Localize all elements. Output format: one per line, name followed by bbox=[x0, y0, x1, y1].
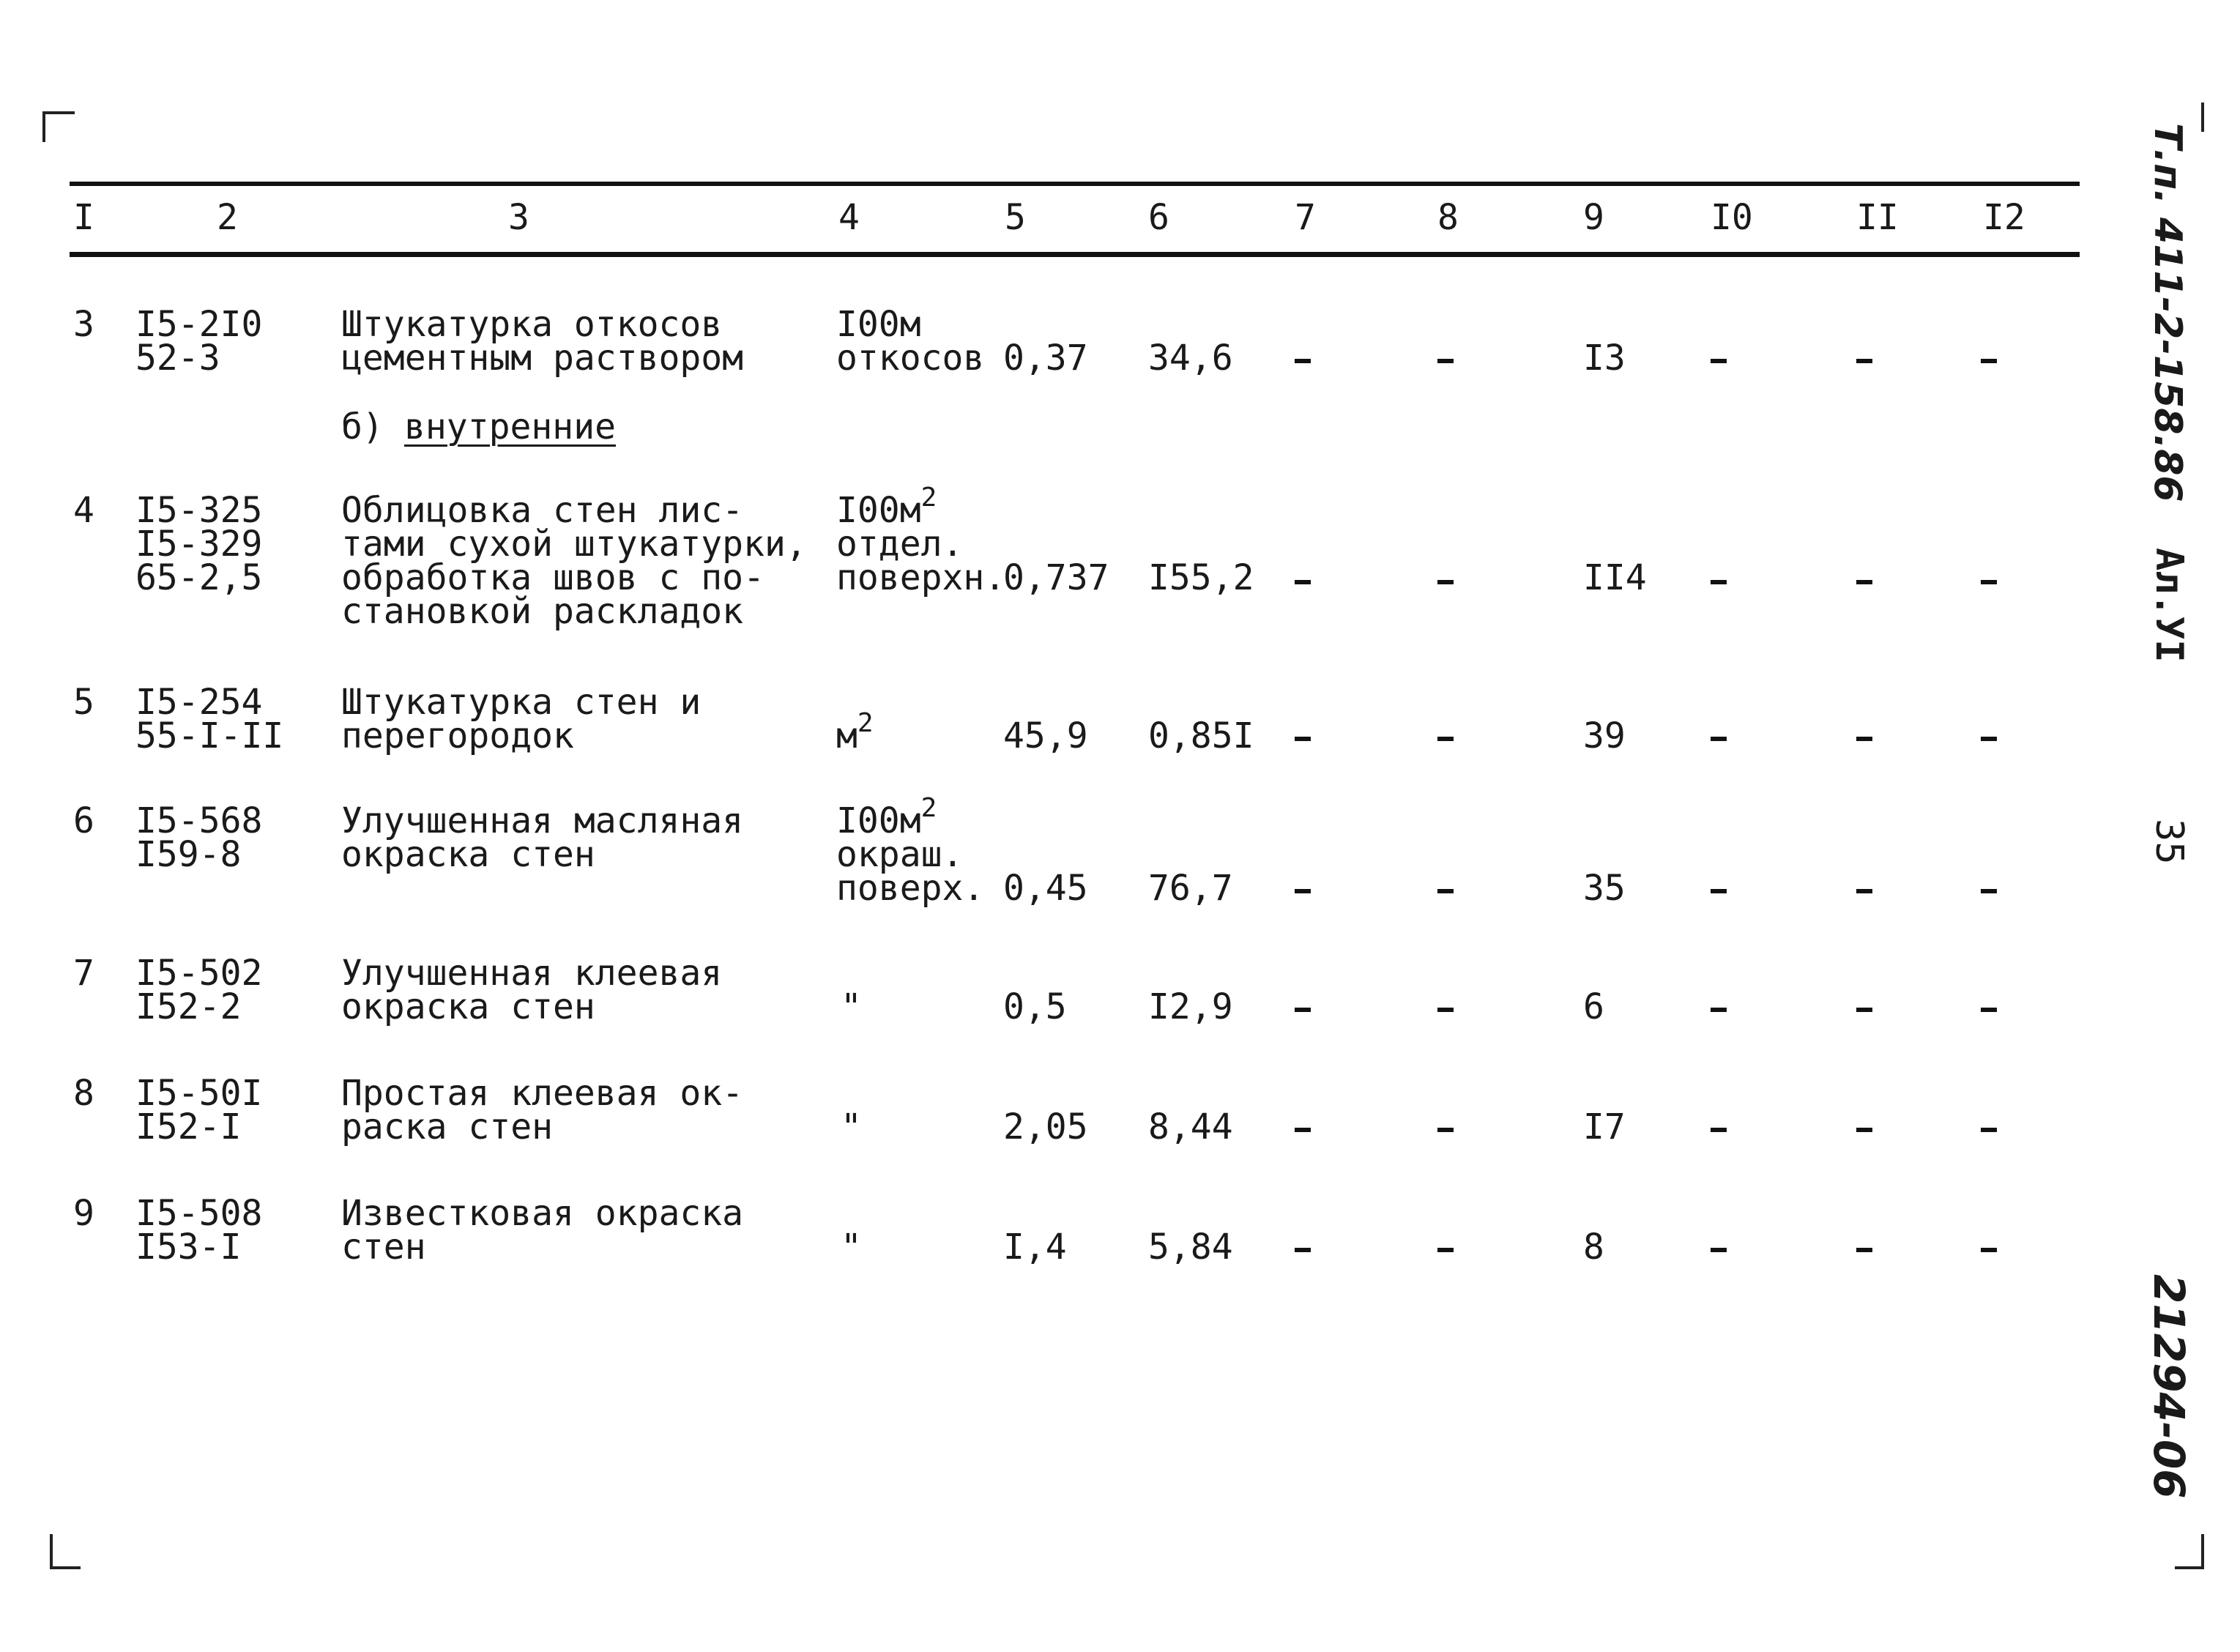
work-description: окраска стен bbox=[341, 986, 595, 1027]
work-description: обработка швов с по- bbox=[341, 557, 764, 598]
row-number: 6 bbox=[73, 800, 94, 841]
col6-value: 76,7 bbox=[1148, 868, 1233, 909]
unit: I00м bbox=[836, 304, 921, 345]
norm-code: I5-329 bbox=[135, 524, 263, 565]
col5-value: 0,37 bbox=[1003, 338, 1088, 379]
col11-dash bbox=[1856, 1248, 1872, 1252]
col5-value: 0,737 bbox=[1003, 557, 1109, 598]
section-prefix: б) bbox=[341, 406, 384, 447]
col10-dash bbox=[1711, 737, 1727, 741]
row-number: 3 bbox=[73, 304, 94, 345]
col9-value: I3 bbox=[1583, 338, 1626, 379]
col7-dash bbox=[1295, 580, 1311, 584]
unit: отдел. bbox=[836, 524, 964, 565]
work-description: тами сухой штукатурки, bbox=[341, 524, 807, 565]
unit: поверхн. bbox=[836, 557, 1006, 598]
col11-dash bbox=[1856, 1128, 1872, 1132]
work-description: раска стен bbox=[341, 1106, 553, 1147]
col-header-6: 6 bbox=[1148, 197, 1169, 238]
col-header-1: I bbox=[73, 197, 94, 238]
norm-code: 52-3 bbox=[135, 338, 220, 379]
col6-value: 0,85I bbox=[1148, 715, 1254, 756]
unit: откосов bbox=[836, 338, 985, 379]
norm-code: I5-254 bbox=[135, 682, 263, 723]
crop-mark-bottom-left bbox=[50, 1534, 81, 1569]
work-description: Улучшенная масляная bbox=[341, 800, 744, 841]
row-number: 8 bbox=[73, 1073, 94, 1114]
norm-code: I5-325 bbox=[135, 490, 263, 531]
col11-dash bbox=[1856, 1008, 1872, 1012]
col8-dash bbox=[1437, 1128, 1454, 1132]
col11-dash bbox=[1856, 359, 1872, 363]
col10-dash bbox=[1711, 889, 1727, 893]
col5-value: 45,9 bbox=[1003, 715, 1088, 756]
col10-dash bbox=[1711, 1008, 1727, 1012]
col7-dash bbox=[1295, 1128, 1311, 1132]
inventory-number: 21294-06 bbox=[2144, 1274, 2194, 1499]
unit: $I00м^2$ bbox=[836, 483, 937, 531]
row-number: 5 bbox=[73, 682, 94, 723]
col12-dash bbox=[1981, 1248, 1997, 1252]
col10-dash bbox=[1711, 1248, 1727, 1252]
col9-value: 35 bbox=[1583, 868, 1626, 909]
col5-value: I,4 bbox=[1003, 1227, 1067, 1268]
col10-dash bbox=[1711, 359, 1727, 363]
crop-mark-top-right bbox=[2197, 103, 2204, 132]
doc-code: Т.п. 411-2-158.86 bbox=[2146, 123, 2189, 502]
col8-dash bbox=[1437, 1248, 1454, 1252]
section-label: внутренние bbox=[404, 406, 616, 447]
col12-dash bbox=[1981, 1128, 1997, 1132]
col8-dash bbox=[1437, 1008, 1454, 1012]
col9-value: 6 bbox=[1583, 986, 1604, 1027]
col9-value: II4 bbox=[1583, 557, 1647, 598]
work-description: Простая клеевая ок- bbox=[341, 1073, 744, 1114]
col7-dash bbox=[1295, 737, 1311, 741]
norm-code: I5-568 bbox=[135, 800, 263, 841]
col6-value: 34,6 bbox=[1148, 338, 1233, 379]
col8-dash bbox=[1437, 737, 1454, 741]
table-header-rule bbox=[70, 252, 2080, 257]
col11-dash bbox=[1856, 580, 1872, 584]
col5-value: 0,45 bbox=[1003, 868, 1088, 909]
album-number: Ал.УI bbox=[2147, 548, 2191, 663]
col-header-5: 5 bbox=[1005, 197, 1026, 238]
col8-dash bbox=[1437, 580, 1454, 584]
norm-code: I52-I bbox=[135, 1106, 242, 1147]
unit-ditto: " bbox=[841, 1106, 862, 1147]
unit: окраш. bbox=[836, 834, 964, 875]
col12-dash bbox=[1981, 359, 1997, 363]
row-number: 4 bbox=[73, 490, 94, 531]
work-description: Облицовка стен лис- bbox=[341, 490, 744, 531]
col-header-2: 2 bbox=[217, 197, 238, 238]
col9-value: I7 bbox=[1583, 1106, 1626, 1147]
col6-value: 5,84 bbox=[1148, 1227, 1233, 1268]
col8-dash bbox=[1437, 889, 1454, 893]
norm-code: I5-508 bbox=[135, 1193, 263, 1234]
col-header-7: 7 bbox=[1295, 197, 1316, 238]
col5-value: 0,5 bbox=[1003, 986, 1067, 1027]
col8-dash bbox=[1437, 359, 1454, 363]
unit-ditto: " bbox=[841, 986, 862, 1027]
col-header-10: I0 bbox=[1711, 197, 1753, 238]
work-description: Улучшенная клеевая bbox=[341, 953, 723, 994]
page-number: 35 bbox=[2147, 819, 2191, 865]
col-header-4: 4 bbox=[838, 197, 860, 238]
col10-dash bbox=[1711, 580, 1727, 584]
col12-dash bbox=[1981, 889, 1997, 893]
norm-code: I5-50I bbox=[135, 1073, 263, 1114]
col9-value: 39 bbox=[1583, 715, 1626, 756]
work-description: окраска стен bbox=[341, 834, 595, 875]
work-description: Штукатурка откосов bbox=[341, 304, 723, 345]
norm-code: I59-8 bbox=[135, 834, 242, 875]
col-header-3: 3 bbox=[508, 197, 529, 238]
col7-dash bbox=[1295, 1248, 1311, 1252]
work-description: Штукатурка стен и bbox=[341, 682, 702, 723]
crop-mark-top-left bbox=[42, 111, 75, 142]
norm-code: I52-2 bbox=[135, 986, 242, 1027]
col-header-9: 9 bbox=[1583, 197, 1604, 238]
unit: поверх. bbox=[836, 868, 985, 909]
work-description: стен bbox=[341, 1227, 426, 1268]
norm-code: I5-502 bbox=[135, 953, 263, 994]
unit: $I00м^2$ bbox=[836, 793, 937, 841]
norm-code: 65-2,5 bbox=[135, 557, 263, 598]
col7-dash bbox=[1295, 889, 1311, 893]
work-description: цементным раствором bbox=[341, 338, 744, 379]
col12-dash bbox=[1981, 737, 1997, 741]
unit: $м^2$ bbox=[836, 708, 874, 756]
table-top-rule bbox=[70, 182, 2080, 186]
col-header-12: I2 bbox=[1983, 197, 2025, 238]
col6-value: I2,9 bbox=[1148, 986, 1233, 1027]
col6-value: 8,44 bbox=[1148, 1106, 1233, 1147]
col7-dash bbox=[1295, 359, 1311, 363]
col-header-11: II bbox=[1856, 197, 1899, 238]
col12-dash bbox=[1981, 1008, 1997, 1012]
col5-value: 2,05 bbox=[1003, 1106, 1088, 1147]
crop-mark-bottom-right bbox=[2175, 1534, 2204, 1569]
col7-dash bbox=[1295, 1008, 1311, 1012]
col-header-8: 8 bbox=[1437, 197, 1459, 238]
unit-ditto: " bbox=[841, 1227, 862, 1268]
work-description: становкой раскладок bbox=[341, 591, 744, 632]
norm-code: I53-I bbox=[135, 1227, 242, 1268]
col10-dash bbox=[1711, 1128, 1727, 1132]
row-number: 7 bbox=[73, 953, 94, 994]
col6-value: I55,2 bbox=[1148, 557, 1254, 598]
col12-dash bbox=[1981, 580, 1997, 584]
work-description: перегородок bbox=[341, 715, 574, 756]
work-description: Известковая окраска bbox=[341, 1193, 744, 1234]
col11-dash bbox=[1856, 889, 1872, 893]
col11-dash bbox=[1856, 737, 1872, 741]
norm-code: I5-2I0 bbox=[135, 304, 263, 345]
norm-code: 55-I-II bbox=[135, 715, 284, 756]
col9-value: 8 bbox=[1583, 1227, 1604, 1268]
row-number: 9 bbox=[73, 1193, 94, 1234]
